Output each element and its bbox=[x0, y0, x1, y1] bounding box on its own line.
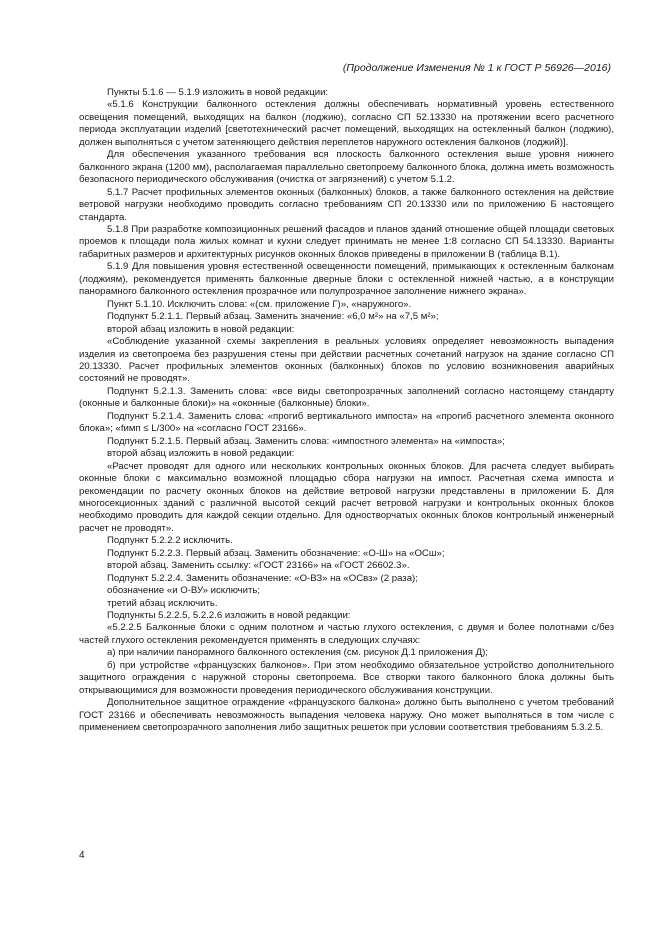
paragraph: Подпункт 5.2.1.3. Заменить слова: «все виды светопрозрачных заполнений согласно настоящему стандарту (оконные и балконные блоки)» на «оконные (балконные) блоки». bbox=[79, 385, 614, 410]
page-number: 4 bbox=[79, 850, 85, 861]
paragraph: 5.1.9 Для повышения уровня естественной освещенности помещений, примыкающих к остекленным балконам (лоджиям), рекомендуется применять балконные дверные блоки с остекленной нижней частью, а в конструкции панорамного балконного остекления прозрачное или полупрозрачное заполнение нижнего экрана». bbox=[79, 261, 614, 298]
paragraph: второй абзац. Заменить ссылку: «ГОСТ 23166» на «ГОСТ 26602.3». bbox=[107, 560, 410, 572]
paragraph: Пункт 5.1.10. Исключить слова: «(см. приложение Г)», «наружного». bbox=[107, 298, 412, 310]
continuation-header: (Продолжение Изменения № 1 к ГОСТ Р 56926—2016) bbox=[342, 62, 611, 74]
paragraph: Подпункт 5.2.1.5. Первый абзац. Заменить слова: «импостного элемента» на «импоста»; bbox=[107, 435, 505, 447]
paragraph: 5.1.8 При разработке композиционных решений фасадов и планов зданий отношение общей площади световых проемов к площади пола жилых комнат и кухни следует принимать не менее 1:8 согласно СП 54.13330. Варианты габаритных размеров и архитектурных рисунков оконных блоков приведены в приложении В (таблица В.1). bbox=[79, 223, 614, 260]
paragraph: «5.2.2.5 Балконные блоки с одним полотном и частью глухого остекления, с двумя и более полотнами с/без частей глухого остекления рекомендуется применять в следующих случаях: bbox=[79, 622, 614, 646]
paragraph: 5.1.7 Расчет профильных элементов оконных (балконных) блоков, а также балконного остекления на действие ветровой нагрузки необходимо проводить согласно требованиям СП 20.13330 или по приложению Б настоящего стандарта. bbox=[79, 186, 614, 223]
paragraph: «Соблюдение указанной схемы закрепления в реальных условиях определяет невозможность выпадения изделия из светопроема без разрушения стены при действии расчетных сочетаний нагрузок на здание согласно СП 20.13330. Расчет профильных элементов оконных (балконных) блоков по условию возникновения аварийных состояний не проводят». bbox=[79, 336, 614, 385]
paragraph: третий абзац исключить. bbox=[107, 597, 218, 609]
paragraph: обозначение «и О-ВУ» исключить; bbox=[107, 585, 261, 597]
paragraph: Подпункт 5.2.2.4. Заменить обозначение: «О-ВЗ» на «ОСвз» (2 раза); bbox=[107, 572, 418, 584]
paragraph: Подпункт 5.2.2.3. Первый абзац. Заменить обозначение: «О-Ш» на «ОСш»; bbox=[107, 547, 445, 559]
paragraph: б) при устройстве «французских балконов». При этом необходимо обязательное устройство дополнительного защитного ограждения с наружной стороны светопроема. Все створки такого балконного блока должны быть открывающимися для возможности проведения периодического обслуживания конструкции. bbox=[79, 659, 614, 696]
paragraph: а) при наличии панорамного балконного остекления (см. рисунок Д.1 приложения Д); bbox=[107, 647, 488, 659]
paragraph: Пункты 5.1.6 — 5.1.9 изложить в новой редакции: bbox=[107, 87, 329, 98]
paragraph: «Расчет проводят для одного или нескольких контрольных оконных блоков. Для расчета следует выбирать оконные блоки с максимально возможной площадью сбора нагрузки на импост. Расчетная схема импоста и рекомендации по расчету оконных блоков на действие ветровой нагрузки представлены в приложении Б. Для многосекционных зданий с различной высотой секций расчет ветровой нагрузки и контрольных оконных блоков необходимо проводить для каждой секции отдельно. Для одностворчатых оконных блоков контрольный инженерный расчет не проводят». bbox=[79, 460, 614, 534]
paragraph: Подпункт 5.2.1.4. Заменить слова: «прогиб вертикального импоста» на «прогиб расчетного элемента оконного блока»; «fимп ≤ L/300» на «согласно ГОСТ 23166». bbox=[79, 410, 614, 435]
paragraph: Подпункт 5.2.1.1. Первый абзац. Заменить значение: «6,0 м²» на «7,5 м²»; bbox=[107, 311, 439, 323]
document-body bbox=[79, 87, 614, 735]
paragraph: Подпункты 5.2.2.5, 5.2.2.6 изложить в новой редакции: bbox=[107, 610, 351, 622]
paragraph: «5.1.6 Конструкции балконного остекления должны обеспечивать нормативный уровень естественного освещения помещений, выходящих на балкон (лоджию), согласно СП 52.13330 на протяжении всего расчетного периода эксплуатации изделий [светотехнический расчет помещений, выходящих на остекленный балкон (лоджию), должен выполняться с учетом затеняющего действия переплетов наружного остекления балконов (лоджий)]. bbox=[79, 99, 614, 148]
paragraph: Дополнительное защитное ограждение «французского балкона» должно быть выполнено с учетом требований ГОСТ 23166 и обеспечивать невозможность выпадения человека наружу. Оно может выполняться в том числе с применением светопрозрачного заполнения либо защитных решеток при условии соответствия требованиям 5.3.2.5. bbox=[79, 697, 614, 734]
paragraph: второй абзац изложить в новой редакции: bbox=[107, 448, 295, 460]
paragraph: второй абзац изложить в новой редакции: bbox=[107, 323, 295, 335]
paragraph: Подпункт 5.2.2.2 исключить. bbox=[107, 535, 233, 547]
paragraph: Для обеспечения указанного требования вся плоскость балконного остекления выше уровня нижнего балконного экрана (1200 мм), располагаемая параллельно светопроему балконного блока, должна иметь возможность безопасного периодического обслуживания (очистка от загрязнений) с учетом 5.1.2. bbox=[79, 149, 614, 186]
